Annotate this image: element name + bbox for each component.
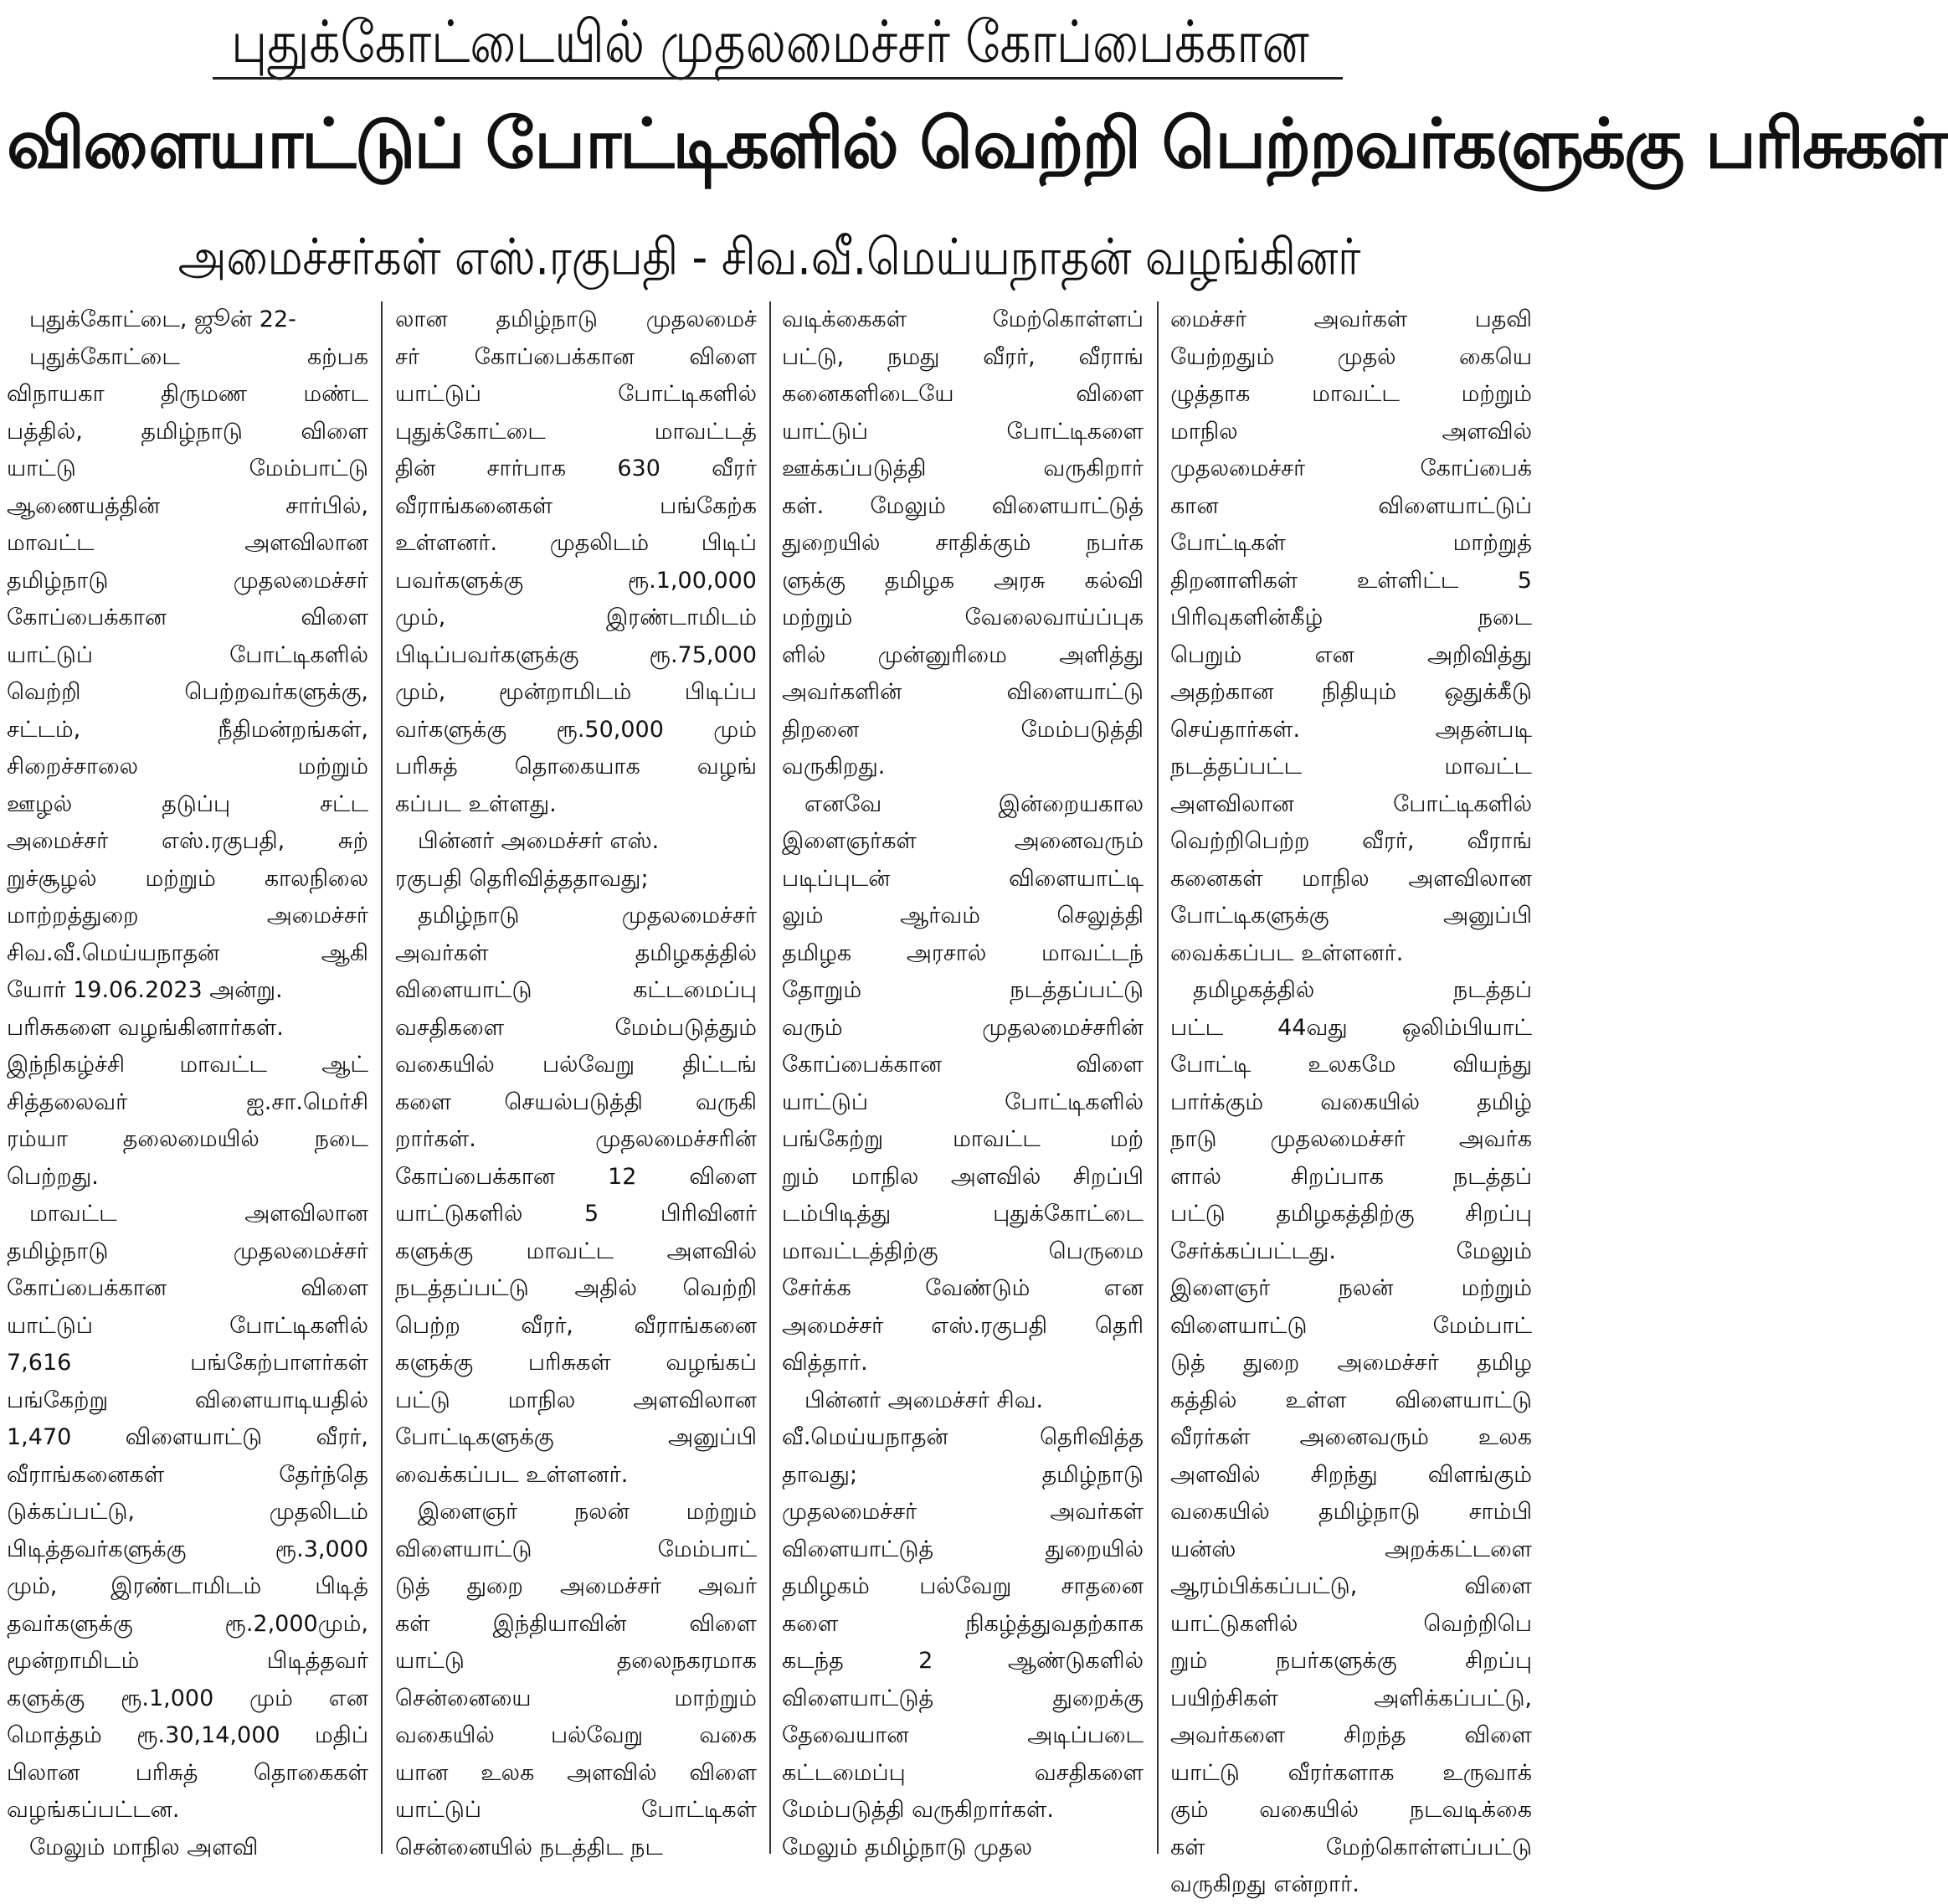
text-line: 1,470 விளையாட்டு வீரர்,	[7, 1424, 368, 1450]
text-line: பெற்ற வீரர், வீராங்கனை	[395, 1312, 757, 1339]
text-line: மேலும் மாநில அளவி	[7, 1834, 259, 1860]
text-line: கள் மேற்கொள்ளப்பட்டு	[1170, 1834, 1532, 1860]
text-line: மொத்தம் ரூ.30,14,000 மதிப்	[7, 1722, 368, 1748]
text-line: றுச்சூழல் மற்றும் காலநிலை	[7, 865, 368, 892]
text-line: யாட்டுகளில் 5 பிரிவினர்	[395, 1201, 757, 1227]
text-line: களுக்கு ரூ.1,000 மும் என	[7, 1685, 368, 1711]
text-line: வர்களுக்கு ரூ.50,000 மும்	[395, 716, 757, 743]
text-line: பிடித்தவர்களுக்கு ரூ.3,000	[7, 1536, 368, 1562]
article-header	[0, 0, 1948, 298]
kicker-underline	[213, 77, 1343, 80]
text-line: போட்டிகள் மாற்றுத்	[1170, 530, 1532, 556]
text-line: மாவட்ட அளவிலான	[7, 530, 368, 556]
text-line: கப்பட உள்ளது.	[395, 790, 557, 817]
text-line: யோர் 19.06.2023 அன்று.	[7, 977, 283, 1003]
text-line: விளையாட்டு மேம்பாட்	[395, 1536, 757, 1562]
text-line: வெற்றி பெற்றவர்களுக்கு,	[7, 679, 368, 705]
article-subheadline: அமைச்சர்கள் எஸ்.ரகுபதி - சிவ.வீ.மெய்யநாதன் வழங்கினர்	[177, 229, 1361, 287]
text-line: சிவ.வீ.மெய்யநாதன் ஆகி	[7, 939, 368, 966]
text-line: அவர்களின் விளையாட்டு	[782, 679, 1144, 705]
text-line: டுத் துறை அமைச்சர் அவர்	[395, 1573, 757, 1599]
text-line: தமிழ்நாடு முதலமைச்சர்	[7, 1238, 368, 1264]
text-line: பிரிவுகளின்கீழ் நடை	[1170, 605, 1532, 630]
text-line: களுக்கு மாவட்ட அளவில்	[395, 1238, 757, 1264]
text-line: யாட்டு வீரர்களாக உருவாக்	[1170, 1759, 1532, 1786]
text-line: வகையில் பல்வேறு வகை	[395, 1722, 757, 1748]
text-line: தின் சார்பாக 630 வீரர்	[395, 455, 757, 481]
text-line: வருகிறது என்றார்.	[1170, 1871, 1359, 1897]
text-line: கள் இந்தியாவின் விளை	[395, 1610, 757, 1637]
text-line: அளவிலான போட்டிகளில்	[1170, 790, 1532, 817]
text-line: மும், இரண்டாமிடம்	[395, 605, 757, 630]
text-line: மைச்சர் அவர்கள் பதவி	[1170, 306, 1532, 332]
text-line: றும் நபர்களுக்கு சிறப்பு	[1170, 1648, 1532, 1674]
text-line: தவர்களுக்கு ரூ.2,000மும்,	[7, 1610, 368, 1637]
text-column-3	[782, 301, 1144, 1860]
article-kicker: புதுக்கோட்டையில் முதலமைச்சர் கோப்பைக்கான	[231, 8, 1309, 76]
text-line: விளையாட்டு கட்டமைப்பு	[395, 977, 757, 1003]
text-line: நாடு முதலமைச்சர் அவர்க	[1170, 1126, 1532, 1152]
text-line: டுத் துறை அமைச்சர் தமிழ	[1170, 1350, 1532, 1376]
text-line: யாட்டுப் போட்டிகளில்	[395, 381, 757, 407]
text-line: தாவது; தமிழ்நாடு	[782, 1461, 1144, 1488]
text-line: புதுக்கோட்டை, ஜூன் 22-	[7, 306, 296, 332]
text-line: இளைஞர் நலன் மற்றும்	[395, 1499, 757, 1525]
text-column-2	[395, 301, 757, 1860]
text-line: சென்னையில் நடத்திட நட	[395, 1834, 663, 1860]
text-line: மாவட்ட அளவிலான	[7, 1201, 368, 1227]
text-line: வழங்கப்பட்டன.	[7, 1797, 180, 1823]
text-line: வீரர்கள் அனைவரும் உலக	[1170, 1424, 1532, 1450]
text-line: ஆணையத்தின் சார்பில்,	[7, 492, 368, 519]
text-line: பயிற்சிகள் அளிக்கப்பட்டு,	[1170, 1685, 1532, 1711]
text-line: யாட்டு மேம்பாட்டு	[7, 455, 368, 481]
text-line: மும், இரண்டாமிடம் பிடித்	[7, 1573, 368, 1599]
text-line: யாட்டுப் போட்டிகளில்	[782, 1088, 1144, 1115]
text-line: ளால் சிறப்பாக நடத்தப்	[1170, 1163, 1532, 1190]
text-line: டுக்கப்பட்டு, முதலிடம்	[7, 1499, 368, 1525]
text-line: வரும் முதலமைச்சரின்	[782, 1014, 1144, 1041]
text-line: அமைச்சர் எஸ்.ரகுபதி தெரி	[782, 1312, 1144, 1339]
text-line: பெறும் என அறிவித்து	[1170, 641, 1532, 668]
text-line: றும் மாநில அளவில் சிறப்பி	[782, 1163, 1144, 1190]
text-line: வித்தார்.	[782, 1350, 868, 1376]
text-line: அதற்கான நிதியும் ஒதுக்கீடு	[1170, 679, 1532, 705]
text-line: தமிழ்நாடு முதலமைச்சர்	[7, 567, 368, 594]
text-line: வீராங்கனைகள் பங்கேற்க	[395, 492, 757, 519]
text-line: கனைகள் மாநில அளவிலான	[1170, 865, 1532, 892]
text-line: பின்னர் அமைச்சர் சிவ.	[782, 1387, 1044, 1413]
article-headline: விளையாட்டுப் போட்டிகளில் வெற்றி பெற்றவர்களுக்கு பரிசுகள்	[7, 105, 1948, 184]
text-line: பட்ட 44வது ஒலிம்பியாட்	[1170, 1014, 1532, 1041]
text-line: 7,616 பங்கேற்பாளர்கள்	[7, 1350, 368, 1376]
text-line: கத்தில் உள்ள விளையாட்டு	[1170, 1387, 1532, 1413]
text-line: கனைகளிடையே விளை	[782, 381, 1144, 407]
text-line: யாட்டுப் போட்டிகளில்	[7, 1312, 368, 1339]
text-line: சித்தலைவர் ஐ.சா.மெர்சி	[7, 1088, 368, 1115]
text-line: அளவில் சிறந்து விளங்கும்	[1170, 1461, 1532, 1488]
text-line: பிடிப்பவர்களுக்கு ரூ.75,000	[395, 641, 757, 668]
text-line: மற்றும் வேலைவாய்ப்புக	[782, 605, 1144, 630]
text-line: களை நிகழ்த்துவதற்காக	[782, 1610, 1144, 1637]
text-line: யேற்றதும் முதல் கையெ	[1170, 343, 1532, 370]
text-line: இளைஞர்கள் அனைவரும்	[782, 828, 1144, 854]
text-line: சட்டம், நீதிமன்றங்கள்,	[7, 716, 368, 743]
text-line: விளையாட்டு மேம்பாட்	[1170, 1312, 1532, 1339]
text-line: லான தமிழ்நாடு முதலமைச்	[395, 306, 757, 332]
text-line: விநாயகா திருமண மண்ட	[7, 381, 368, 407]
text-line: ஆரம்பிக்கப்பட்டு, விளை	[1170, 1573, 1532, 1599]
text-line: ளில் முன்னுரிமை அளித்து	[782, 641, 1144, 668]
text-line: மேலும் தமிழ்நாடு முதல	[782, 1834, 1033, 1860]
text-line: படிப்புடன் விளையாட்டி	[782, 865, 1144, 892]
text-line: இந்நிகழ்ச்சி மாவட்ட ஆட்	[7, 1052, 368, 1078]
text-line: கோப்பைக்கான 12 விளை	[395, 1163, 757, 1190]
text-line: பட்டு மாநில அளவிலான	[395, 1387, 757, 1413]
text-line: பெற்றது.	[7, 1163, 99, 1190]
text-line: புதுக்கோட்டை கற்பக	[7, 343, 368, 370]
text-line: வீ.மெய்யநாதன் தெரிவித்த	[782, 1424, 1144, 1450]
text-line: ளுக்கு தமிழக அரசு கல்வி	[782, 567, 1144, 594]
text-line: ஊக்கப்படுத்தி வருகிறார்	[782, 455, 1144, 481]
text-line: யாட்டுப் போட்டிகள்	[395, 1797, 757, 1823]
text-line: களை செயல்படுத்தி வருகி	[395, 1088, 757, 1115]
text-line: பரிசுத் தொகையாக வழங்	[395, 754, 757, 780]
text-line: பங்கேற்று விளையாடியதில்	[7, 1387, 368, 1413]
text-line: தமிழக அரசால் மாவட்டந்	[782, 939, 1144, 966]
text-line: நடத்தப்பட்டு அதில் வெற்றி	[395, 1275, 757, 1301]
text-line: வீராங்கனைகள் தேர்ந்தெ	[7, 1461, 368, 1488]
text-line: உள்ளனர். முதலிடம் பிடிப்	[395, 530, 757, 556]
text-column-4	[1170, 301, 1532, 1897]
text-line: கடந்த 2 ஆண்டுகளில்	[782, 1648, 1144, 1674]
text-line: கோப்பைக்கான விளை	[7, 1275, 368, 1301]
text-line: முதலமைச்சர் அவர்கள்	[782, 1499, 1144, 1525]
text-line: திறனை மேம்படுத்தி	[782, 716, 1144, 743]
text-line: செய்தார்கள். அதன்படி	[1170, 716, 1532, 743]
text-line: கோப்பைக்கான விளை	[7, 605, 368, 630]
text-line: பத்தில், தமிழ்நாடு விளை	[7, 418, 368, 445]
text-line: மாற்றத்துறை அமைச்சர்	[7, 903, 368, 929]
text-line: றார்கள். முதலமைச்சரின்	[395, 1126, 757, 1152]
text-line: பட்டு தமிழகத்திற்கு சிறப்பு	[1170, 1201, 1532, 1227]
text-line: பிலான பரிசுத் தொகைகள்	[7, 1759, 368, 1786]
text-line: ரகுபதி தெரிவித்ததாவது;	[395, 865, 649, 892]
text-line: பின்னர் அமைச்சர் எஸ்.	[395, 828, 660, 854]
text-line: வைக்கப்பட உள்ளனர்.	[1170, 939, 1404, 966]
text-line: கோப்பைக்கான விளை	[782, 1052, 1144, 1078]
text-line: வகையில் தமிழ்நாடு சாம்பி	[1170, 1499, 1532, 1525]
text-line: போட்டிகளுக்கு அனுப்பி	[1170, 903, 1532, 929]
text-line: சிறைச்சாலை மற்றும்	[7, 754, 368, 780]
text-line: வகையில் பல்வேறு திட்டங்	[395, 1052, 757, 1078]
text-line: ரம்யா தலைமையில் நடை	[7, 1126, 368, 1152]
text-line: அவர்களை சிறந்த விளை	[1170, 1722, 1532, 1748]
text-line: வருகிறது.	[782, 754, 886, 780]
text-line: வைக்கப்பட உள்ளனர்.	[395, 1461, 629, 1488]
text-line: விளையாட்டுத் துறையில்	[782, 1536, 1144, 1562]
text-line: பட்டு, நமது வீரர், வீராங்	[782, 343, 1144, 370]
text-line: பரிசுகளை வழங்கினார்கள்.	[7, 1014, 284, 1041]
text-line: தோறும் நடத்தப்பட்டு	[782, 977, 1144, 1003]
text-line: பங்கேற்று மாவட்ட மற்	[782, 1126, 1144, 1152]
text-line: யன்ஸ் அறக்கட்டளை	[1170, 1536, 1532, 1562]
text-line: முதலமைச்சர் கோப்பைக்	[1170, 455, 1532, 481]
text-line: இளைஞர் நலன் மற்றும்	[1170, 1275, 1532, 1301]
text-line: போட்டி உலகமே வியந்து	[1170, 1052, 1532, 1078]
text-line: டம்பிடித்து புதுக்கோட்டை	[782, 1201, 1144, 1227]
text-line: வசதிகளை மேம்படுத்தும்	[395, 1014, 757, 1041]
text-line: அமைச்சர் எஸ்.ரகுபதி, சுற்	[7, 828, 368, 854]
text-line: களுக்கு பரிசுகள் வழங்கப்	[395, 1350, 757, 1376]
text-line: யாட்டுப் போட்டிகளை	[782, 418, 1144, 445]
text-line: நடத்தப்பட்ட மாவட்ட	[1170, 754, 1532, 780]
text-line: வெற்றிபெற்ற வீரர், வீராங்	[1170, 828, 1532, 854]
text-line: மூன்றாமிடம் பிடித்தவர்	[7, 1648, 368, 1674]
text-line: ழுத்தாக மாவட்ட மற்றும்	[1170, 381, 1532, 407]
text-line: எனவே இன்றையகால	[782, 790, 1144, 817]
text-line: ஊழல் தடுப்பு சட்ட	[7, 790, 368, 817]
text-line: பார்க்கும் வகையில் தமிழ்	[1170, 1088, 1532, 1115]
text-line: சென்னையை மாற்றும்	[395, 1685, 757, 1711]
text-line: மேம்படுத்தி வருகிறார்கள்.	[782, 1797, 1054, 1823]
text-line: கும் வகையில் நடவடிக்கை	[1170, 1797, 1532, 1823]
text-line: மும், மூன்றாமிடம் பிடிப்ப	[395, 679, 757, 705]
text-line: யாட்டுப் போட்டிகளில்	[7, 641, 368, 668]
text-line: யாட்டுகளில் வெற்றிபெ	[1170, 1610, 1532, 1637]
text-line: அவர்கள் தமிழகத்தில்	[395, 939, 757, 966]
article-body	[0, 301, 1539, 1897]
text-line: சேர்க்க வேண்டும் என	[782, 1275, 1144, 1301]
text-line: புதுக்கோட்டை மாவட்டத்	[395, 418, 757, 445]
text-line: வடிக்கைகள் மேற்கொள்ளப்	[782, 306, 1144, 332]
text-column-1	[7, 301, 368, 1860]
text-line: தமிழ்நாடு முதலமைச்சர்	[395, 903, 757, 929]
text-line: துறையில் சாதிக்கும் நபர்க	[782, 530, 1144, 556]
text-line: விளையாட்டுத் துறைக்கு	[782, 1685, 1144, 1711]
text-line: பவர்களுக்கு ரூ.1,00,000	[395, 567, 757, 594]
text-line: யான உலக அளவில் விளை	[395, 1759, 757, 1786]
text-line: லும் ஆர்வம் செலுத்தி	[782, 903, 1144, 929]
text-line: யாட்டு தலைநகரமாக	[395, 1648, 757, 1674]
text-line: சேர்க்கப்பட்டது. மேலும்	[1170, 1238, 1532, 1264]
text-line: கான விளையாட்டுப்	[1170, 492, 1532, 519]
text-line: தேவையான அடிப்படை	[782, 1722, 1144, 1748]
text-line: சர் கோப்பைக்கான விளை	[395, 343, 757, 370]
text-line: மாநில அளவில்	[1170, 418, 1532, 445]
text-line: தமிழகத்தில் நடத்தப்	[1170, 977, 1532, 1003]
text-line: மாவட்டத்திற்கு பெருமை	[782, 1238, 1144, 1264]
text-line: போட்டிகளுக்கு அனுப்பி	[395, 1424, 757, 1450]
text-line: கட்டமைப்பு வசதிகளை	[782, 1759, 1144, 1786]
text-line: தமிழகம் பல்வேறு சாதனை	[782, 1573, 1144, 1599]
text-line: கள். மேலும் விளையாட்டுத்	[782, 492, 1144, 519]
text-line: திறனாளிகள் உள்ளிட்ட 5	[1170, 567, 1532, 594]
